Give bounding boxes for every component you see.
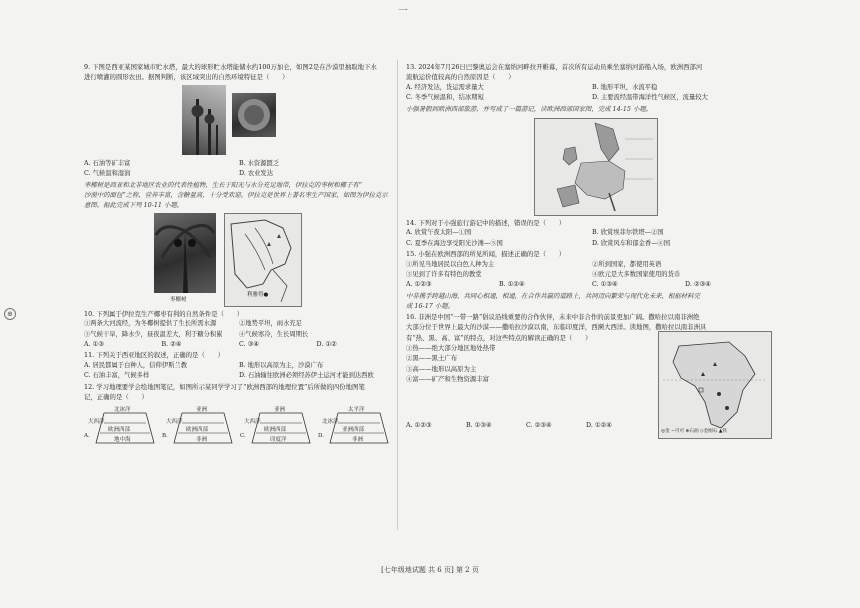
q16-option-c[interactable]: C. ②③④	[526, 421, 552, 429]
q10-statement-1: ①两条大河流经，为冬椰树提供了生长所需水源	[84, 320, 217, 328]
q12-diagram-c[interactable]: C. 亚洲 欧洲西部 印度洋 大西洋	[240, 403, 316, 451]
q10-option-b[interactable]: B. ②④	[161, 341, 182, 349]
binding-hole-mark: ⊕	[4, 308, 16, 320]
q14-option-b[interactable]: B. 欣赏埃菲尔铁塔—②国	[592, 229, 664, 237]
q16-stem-line1: 16. 非洲是中国“一带一路”倡议沿线重要的合作伙伴，未来中非合作的前景更加广阔。撒哈拉以南非洲绝	[406, 312, 700, 321]
q10-options	[84, 340, 394, 350]
intro-10-11-line3: 意图。据此完成下列 10-11 小题。	[84, 201, 184, 210]
water-towers-photo	[182, 85, 226, 155]
europe-map-icon	[535, 119, 657, 215]
q16-stem-line3: 有“热、黑、高、富”的特点，对这些特点的解读正确的是（ ）	[406, 333, 592, 342]
q15-option-c[interactable]: C. ①③④	[592, 281, 618, 289]
q16-options	[406, 421, 646, 431]
q16-block	[406, 343, 778, 447]
q13-option-c[interactable]: C. 冬季气候温和，结冰期短	[406, 94, 484, 102]
page-footer: [七年级地试题 共 6 页] 第 2 页	[381, 566, 479, 574]
q9-option-a[interactable]: A. 石油等矿丰富	[84, 159, 131, 167]
q11-option-c[interactable]: C. 石油丰富，气候多样	[84, 372, 150, 380]
q14-option-a[interactable]: A. 欣赏午夜太阳—①国	[406, 229, 472, 237]
q15-statement-3: ③见到了许多有特色的教堂	[406, 271, 482, 279]
q13-option-a[interactable]: A. 经济发达，货运需求量大	[406, 83, 484, 91]
q15-statement-2: ②所到国家，都使用英语	[592, 260, 662, 268]
date-palm-caption: 枣椰树	[170, 296, 187, 303]
q16-statement-3: ③高——地形以高原为主	[406, 364, 477, 373]
intro-10-11-line1: 枣椰树是西亚和北非地区农业的代表性植物，生长于阳光与水分充足地带，伊拉克的枣树和椰子有“	[84, 180, 363, 189]
q13-stem-line1: 13. 2024年7月26日巴黎奥运会在塞纳河畔拉开帷幕，首次所有运动员乘坐塞纳河游船入场，欧洲西部河	[406, 63, 703, 71]
q14-option-c[interactable]: C. 夏季在海边享受阳光沙滩—⑤国	[406, 239, 503, 247]
q15-statement-4: ④欧元是大多数国家使用的货币	[592, 271, 681, 279]
q16-statement-1: ①热——绝大部分地区地处热带	[406, 343, 496, 352]
q12-diagrams	[84, 403, 394, 449]
q15-stem: 15. 小强在欧洲西部的所见所闻，描述正确的是（ ）	[406, 250, 566, 259]
q16-statements	[406, 343, 646, 385]
q9-option-c[interactable]: C. 气候温和湿润	[84, 170, 131, 178]
q14-option-d[interactable]: D. 欣赏风车和郁金香—④国	[592, 239, 671, 247]
q11-stem: 11. 下列关于西亚地区的叙述，正确的是（ ）	[84, 351, 225, 360]
q10-statement-2: ②地势平坦，雨水充足	[239, 320, 302, 328]
q9-stem-line2: 进行喷灌的圆形农田。据图判断，该区域突出的自然环境特征是（ ）	[84, 73, 289, 82]
left-column	[84, 62, 394, 449]
q11-options	[84, 361, 394, 382]
q10-statement-3: ③气候干旱，降水少，昼夜温差大，利于糖分积累	[84, 330, 223, 338]
column-divider	[397, 60, 398, 530]
q9-options	[84, 159, 394, 180]
q14-stem: 14. 下列对于小强旅行游记中的描述，错误的是（ ）	[406, 219, 566, 228]
q16-statement-4: ④富——矿产和生物资源丰富	[406, 375, 490, 384]
q15-option-d[interactable]: D. ②③④	[685, 281, 711, 289]
iraq-map	[224, 213, 302, 307]
q13-options	[406, 83, 778, 104]
africa-map	[658, 331, 772, 439]
irrigated-farmland-photo	[232, 93, 276, 137]
right-column	[406, 62, 778, 447]
q13-option-d[interactable]: D. 主要流经温带海洋性气候区，流量较大	[592, 94, 708, 102]
q9-option-b[interactable]: B. 水资源匮乏	[239, 159, 280, 167]
q9-stem-line1: 9. 下图是西亚某国家城市贮水塔，最大的球形贮水塔能储水约100万加仑，如图2是在沙漠里抽取地下水	[84, 63, 377, 71]
intro-14-15: 小强暑假到欧洲西部旅游，并写成了一篇游记，读欧洲西部国家图，完成 14-15 小题。	[406, 104, 653, 113]
q9-figures	[84, 83, 394, 159]
q15-option-a[interactable]: A. ①②③	[406, 281, 432, 289]
q11-option-b[interactable]: B. 地形以高原为主，沙漠广布	[239, 361, 324, 369]
q16-statement-2: ②黑——黑土广布	[406, 354, 458, 363]
intro-10-11-line2: 沙漠中的面包”之称，营养丰富，含糖量高，十分受欢迎。伊拉克是世界上著名枣生产国家，如图为伊拉克示	[84, 191, 388, 200]
q10-statement-4: ④气候寒冷，生长周期长	[239, 330, 309, 338]
q14-options	[406, 228, 778, 249]
q10-option-a[interactable]: A. ①③	[84, 341, 104, 349]
palm-tree-icon	[154, 213, 216, 293]
riyadh-label: 利雅得●	[247, 291, 269, 298]
q11-option-d[interactable]: D. 石油输往欧洲必须经苏伊士运河才能到达西欧	[239, 372, 374, 380]
europe-map-wrap	[406, 114, 778, 218]
africa-map-icon	[659, 332, 771, 438]
q16-option-d[interactable]: D. ①②④	[586, 421, 612, 429]
date-palm-photo	[154, 213, 216, 293]
q16-option-b[interactable]: B. ①③④	[466, 421, 492, 429]
q12-stem-line1: 12. 学习地理要学会绘地图笔记，如图所示某同学学习了“欧洲西部的地理位置”后所做的四份地图笔	[84, 382, 365, 391]
q15-statements	[406, 260, 778, 281]
africa-map-legend: ◎金 ∽可可 ⊕石油 ◇金刚石 ▲铁	[661, 428, 727, 434]
q15-options	[406, 280, 778, 290]
q12-diagram-d[interactable]: D. 太平洋 亚洲西部 非洲 北冰洋	[318, 403, 394, 451]
water-tower-icon	[182, 85, 226, 155]
q12-diagram-a[interactable]: A. 北冰洋 欧洲西部 地中海 大西洋	[84, 403, 160, 451]
q15-option-b[interactable]: B. ①②④	[499, 281, 525, 289]
q16-stem-line2: 大部分位于世界上最大的沙漠——撒哈拉沙漠以南，东临印度洋，西濒大西洋。读地图，撒哈拉以南非洲具	[406, 323, 707, 332]
top-mark: 一	[398, 6, 408, 17]
intro-16-17-line1: 中非携手跨越山海，共同心相通，相通，在合作共赢的道路上，共同迈向繁荣与现代化未来，根据材料完	[406, 291, 700, 300]
q11-option-a[interactable]: A. 居民都属于白种人，信仰伊斯兰教	[84, 361, 188, 369]
western-europe-map	[534, 118, 658, 216]
q16-option-a[interactable]: A. ①②③	[406, 421, 432, 429]
circular-field-icon	[232, 93, 276, 137]
q12-diagram-b[interactable]: B. 亚洲 欧洲西部 非洲 大西洋	[162, 403, 238, 451]
q10-option-c[interactable]: C. ③④	[239, 341, 259, 349]
q13-stem-line2: 流航运价值较高的自然原因是（ ）	[406, 73, 515, 82]
intro-16-17-line2: 成 16-17 小题。	[406, 302, 455, 311]
q12-stem-line2: 记，正确的是（ ）	[84, 393, 148, 402]
q10-statements	[84, 319, 394, 340]
q9-option-d[interactable]: D. 农业发达	[239, 170, 274, 178]
q10-stem: 10. 下列属于伊拉克生产椰枣有利的自然条件是（ ）	[84, 309, 244, 318]
q13-option-b[interactable]: B. 地形平坦，水流平稳	[592, 83, 658, 91]
q15-statement-1: ①所见当地居民以白色人种为主	[406, 260, 495, 268]
q10-figures	[84, 211, 394, 309]
q10-option-d[interactable]: D. ①②	[316, 341, 337, 349]
